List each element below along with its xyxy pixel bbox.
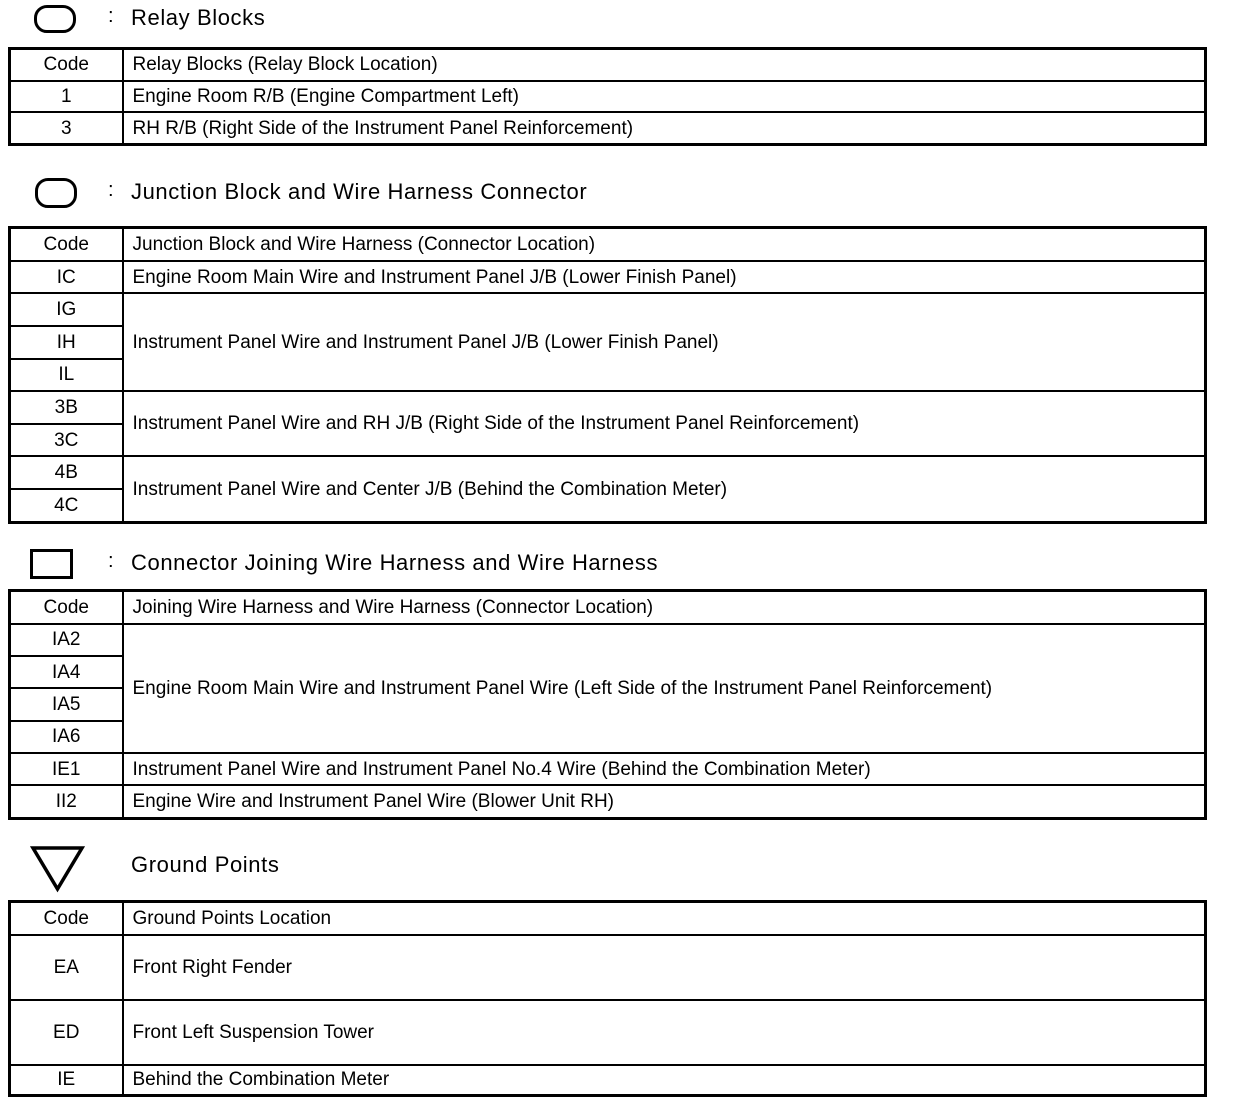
code-cell: IE (10, 1065, 123, 1096)
relay-blocks-table (8, 47, 1207, 146)
table-row (10, 81, 1206, 113)
heading-colon: : (108, 5, 114, 27)
code-cell: IE1 (10, 753, 123, 785)
connector-joining-table (8, 589, 1207, 820)
rectangle-icon (30, 549, 73, 579)
table-row (10, 753, 1206, 785)
section-title: Relay Blocks (131, 5, 266, 30)
table-row (10, 1065, 1206, 1096)
description-header: Ground Points Location (123, 902, 1206, 935)
description-cell: RH R/B (Right Side of the Instrument Panel Reinforcement) (123, 112, 1206, 144)
description-cell: Instrument Panel Wire and Instrument Panel No.4 Wire (Behind the Combination Meter) (123, 753, 1206, 785)
section-title: Junction Block and Wire Harness Connector (131, 179, 588, 204)
table-header-row (10, 228, 1206, 261)
code-cell: 3C (10, 424, 123, 457)
table-row (10, 1000, 1206, 1065)
code-cell: 1 (10, 81, 123, 113)
description-cell: Behind the Combination Meter (123, 1065, 1206, 1096)
downward-triangle-icon (30, 845, 85, 893)
description-cell: Instrument Panel Wire and Instrument Panel J/B (Lower Finish Panel) (123, 293, 1206, 391)
code-cell: EA (10, 935, 123, 1000)
code-header: Code (10, 902, 123, 935)
ground-points-table (8, 900, 1207, 1097)
description-cell: Engine Wire and Instrument Panel Wire (Blower Unit RH) (123, 785, 1206, 818)
code-cell: 3 (10, 112, 123, 144)
table-row (10, 785, 1206, 818)
code-cell: IA5 (10, 688, 123, 720)
description-header: Joining Wire Harness and Wire Harness (Connector Location) (123, 591, 1206, 624)
code-cell: 3B (10, 391, 123, 424)
code-cell: IC (10, 261, 123, 294)
code-header: Code (10, 49, 123, 81)
description-cell: Front Left Suspension Tower (123, 1000, 1206, 1065)
table-row (10, 624, 1206, 656)
code-cell: IG (10, 293, 123, 326)
table-row (10, 261, 1206, 294)
heading-colon: : (108, 179, 114, 201)
junction-block-table (8, 226, 1207, 524)
description-cell: Engine Room R/B (Engine Compartment Left) (123, 81, 1206, 113)
code-cell: IL (10, 359, 123, 392)
description-cell: Instrument Panel Wire and Center J/B (Behind the Combination Meter) (123, 456, 1206, 522)
description-header: Junction Block and Wire Harness (Connector Location) (123, 228, 1206, 261)
description-cell: Instrument Panel Wire and RH J/B (Right Side of the Instrument Panel Reinforcement) (123, 391, 1206, 456)
section-title: Ground Points (131, 852, 280, 877)
code-cell: IH (10, 326, 123, 359)
code-cell: IA2 (10, 624, 123, 656)
code-header: Code (10, 228, 123, 261)
description-cell: Front Right Fender (123, 935, 1206, 1000)
rounded-rectangle-icon (34, 5, 76, 33)
code-cell: 4B (10, 456, 123, 489)
code-cell: II2 (10, 785, 123, 818)
description-cell: Engine Room Main Wire and Instrument Panel Wire (Left Side of the Instrument Panel Reinforcement) (123, 624, 1206, 753)
description-header: Relay Blocks (Relay Block Location) (123, 49, 1206, 81)
table-row (10, 112, 1206, 144)
heading-colon: : (108, 550, 114, 572)
description-cell: Engine Room Main Wire and Instrument Panel J/B (Lower Finish Panel) (123, 261, 1206, 294)
code-header: Code (10, 591, 123, 624)
table-row (10, 391, 1206, 424)
table-row (10, 935, 1206, 1000)
table-header-row (10, 49, 1206, 81)
table-header-row (10, 591, 1206, 624)
table-row (10, 293, 1206, 326)
code-cell: ED (10, 1000, 123, 1065)
table-header-row (10, 902, 1206, 935)
code-cell: IA6 (10, 721, 123, 753)
rounded-rectangle-icon (35, 178, 77, 208)
section-title: Connector Joining Wire Harness and Wire Harness (131, 550, 659, 575)
code-cell: 4C (10, 489, 123, 522)
code-cell: IA4 (10, 656, 123, 688)
table-row (10, 456, 1206, 489)
